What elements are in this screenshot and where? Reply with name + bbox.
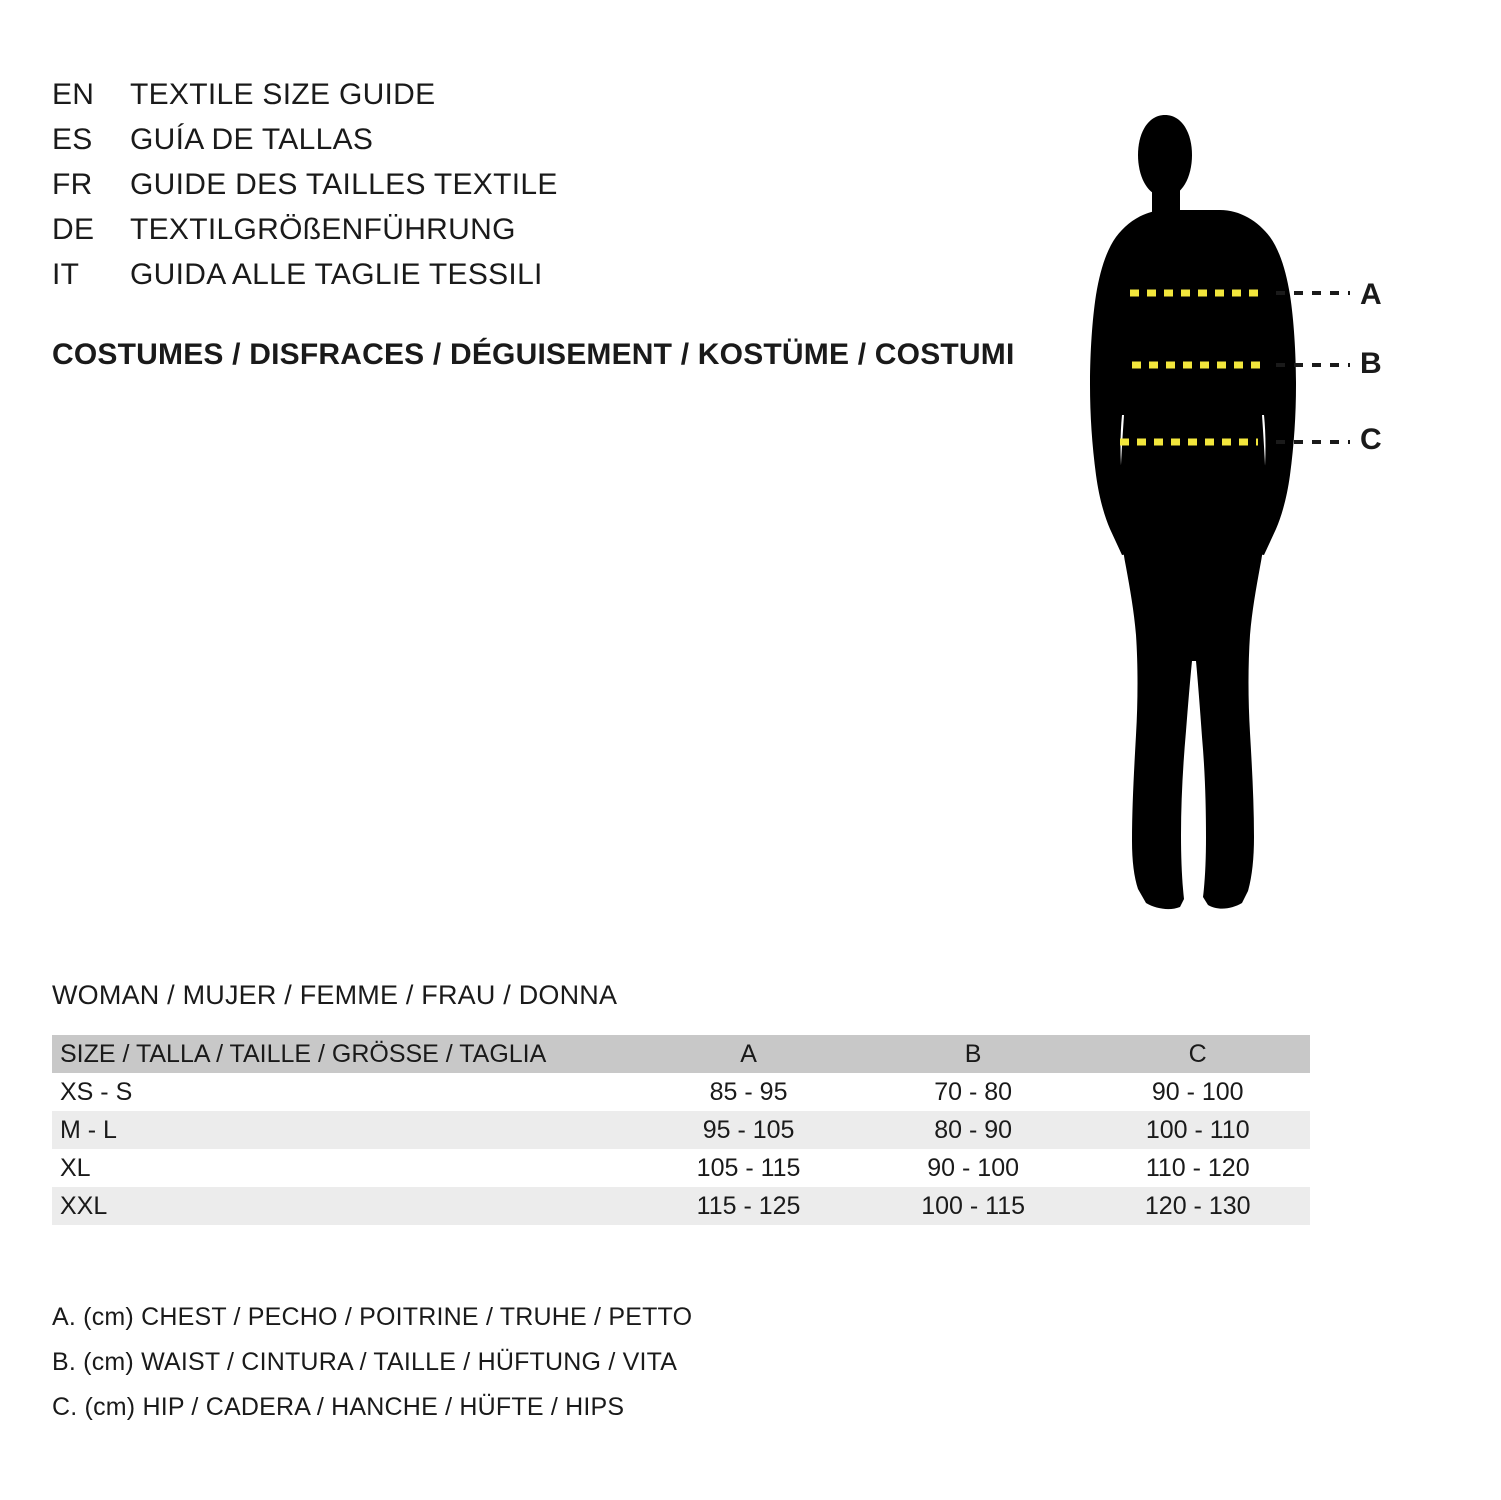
- language-text-fr: GUIDE DES TAILLES TEXTILE: [130, 168, 558, 201]
- cell-size: XL: [52, 1149, 636, 1187]
- measure-label-b: B: [1360, 347, 1382, 380]
- column-header-a: A: [636, 1035, 861, 1073]
- cell-a: 95 - 105: [636, 1111, 861, 1149]
- language-row-de: [52, 213, 1052, 258]
- language-text-it: GUIDA ALLE TAGLIE TESSILI: [130, 258, 543, 291]
- cell-b: 100 - 115: [861, 1187, 1086, 1225]
- legend-item-a: A. (cm) CHEST / PECHO / POITRINE / TRUHE / PETTO: [52, 1303, 693, 1331]
- column-header-size: SIZE / TALLA / TAILLE / GRÖSSE / TAGLIA: [52, 1035, 636, 1073]
- cell-b: 80 - 90: [861, 1111, 1086, 1149]
- language-row-it: [52, 258, 1052, 303]
- cell-b: 90 - 100: [861, 1149, 1086, 1187]
- measure-label-c: C: [1360, 423, 1382, 456]
- cell-a: 105 - 115: [636, 1149, 861, 1187]
- language-code-it: IT: [52, 258, 80, 291]
- language-code-en: EN: [52, 78, 95, 111]
- language-code-fr: FR: [52, 168, 93, 201]
- cell-a: 85 - 95: [636, 1073, 861, 1111]
- legend-item-c: C. (cm) HIP / CADERA / HANCHE / HÜFTE / HIPS: [52, 1393, 625, 1421]
- legend-item-b: B. (cm) WAIST / CINTURA / TAILLE / HÜFTUNG / VITA: [52, 1348, 678, 1376]
- cell-size: M - L: [52, 1111, 636, 1149]
- table-row: [52, 1111, 1310, 1149]
- table-row: [52, 1187, 1310, 1225]
- language-list: [52, 78, 1052, 303]
- cell-b: 70 - 80: [861, 1073, 1086, 1111]
- language-text-de: TEXTILGRÖßENFÜHRUNG: [130, 213, 516, 246]
- language-code-es: ES: [52, 123, 93, 156]
- cell-a: 115 - 125: [636, 1187, 861, 1225]
- cell-c: 110 - 120: [1085, 1149, 1310, 1187]
- language-text-en: TEXTILE SIZE GUIDE: [130, 78, 436, 111]
- size-table: [52, 1035, 1310, 1225]
- language-code-de: DE: [52, 213, 95, 246]
- cell-c: 90 - 100: [1085, 1073, 1310, 1111]
- column-header-b: B: [861, 1035, 1086, 1073]
- cell-c: 120 - 130: [1085, 1187, 1310, 1225]
- measure-label-a: A: [1360, 278, 1382, 311]
- language-row-es: [52, 123, 1052, 168]
- cell-size: XXL: [52, 1187, 636, 1225]
- table-caption: WOMAN / MUJER / FEMME / FRAU / DONNA: [52, 980, 618, 1010]
- language-row-en: [52, 78, 1052, 123]
- cell-size: XS - S: [52, 1073, 636, 1111]
- language-text-es: GUÍA DE TALLAS: [130, 123, 374, 156]
- table-row: [52, 1073, 1310, 1111]
- table-header-row: [52, 1035, 1310, 1073]
- language-row-fr: [52, 168, 1052, 213]
- female-silhouette-icon: [1020, 55, 1470, 935]
- body-measurement-figure: [1020, 55, 1470, 935]
- cell-c: 100 - 110: [1085, 1111, 1310, 1149]
- column-header-c: C: [1085, 1035, 1310, 1073]
- costumes-subtitle: COSTUMES / DISFRACES / DÉGUISEMENT / KOSTÜME / COSTUMI: [52, 338, 1015, 371]
- measurement-legend: [52, 1295, 692, 1430]
- table-row: [52, 1149, 1310, 1187]
